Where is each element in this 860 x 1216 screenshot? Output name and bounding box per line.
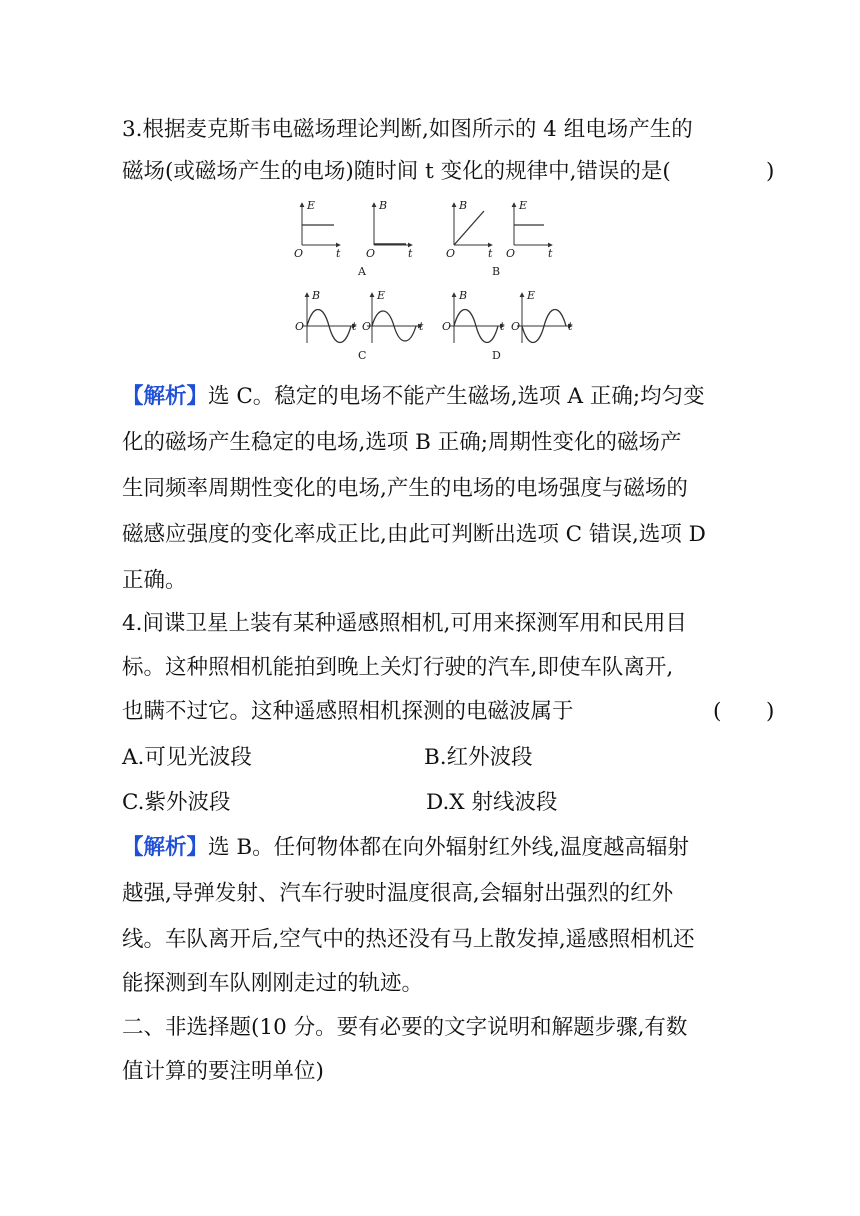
axis-label: t [568, 320, 573, 333]
q3-stem-line-2: 磁场(或磁场产生的电场)随时间 t 变化的规律中,错误的是( [122, 159, 671, 184]
q4-analysis-line-2: 越强,导弹发射、汽车行驶时温度很高,会辐射出强烈的红外 [122, 881, 674, 906]
axis-label: B [312, 289, 321, 302]
axis-label: O [295, 320, 305, 333]
q4-stem-line-2: 标。这种照相机能拍到晚上关灯行驶的汽车,即使车队离开, [122, 655, 674, 680]
axis-label: O [366, 247, 376, 260]
graph-label-D: D [492, 349, 501, 362]
q4-analysis-line-3: 线。车队离开后,空气中的热还没有马上散发掉,遥感照相机还 [122, 927, 695, 952]
section-2-heading-line-1: 二、非选择题(10 分。要有必要的文字说明和解题步骤,有数 [122, 1015, 688, 1040]
analysis-text: 选 C。稳定的电场不能产生磁场,选项 A 正确;均匀变 [208, 384, 705, 409]
q3-analysis-line-4: 磁感应强度的变化率成正比,由此可判断出选项 C 错误,选项 D [122, 522, 706, 547]
section-2-heading-line-2: 值计算的要注明单位) [122, 1059, 324, 1084]
q4-stem-line-3: 也瞒不过它。这种遥感照相机探测的电磁波属于 [122, 699, 574, 724]
q3-answer-paren-close: ) [766, 159, 775, 184]
q4-option-c: C.紫外波段 [122, 790, 231, 815]
q4-option-a: A.可见光波段 [122, 745, 252, 770]
analysis-tag: 【解析】 [122, 384, 209, 409]
q3-analysis-line-3: 生同频率周期性变化的电场,产生的电场的电场强度与磁场的 [122, 476, 688, 501]
graph-D-electric [517, 293, 572, 343]
analysis-text: 选 B。任何物体都在向外辐射红外线,温度越高辐射 [208, 835, 689, 860]
axis-label: t [500, 320, 505, 333]
q3-analysis-line-1 [122, 382, 705, 412]
axis-label: B [379, 199, 388, 212]
axis-label: t [336, 247, 341, 260]
axis-label: t [408, 247, 413, 260]
axis-label: E [377, 289, 386, 302]
graph-label-C: C [358, 349, 367, 362]
q4-option-b: B.红外波段 [424, 745, 533, 770]
axis-label: E [519, 199, 528, 212]
axis-label: O [446, 247, 456, 260]
q4-option-d: D.X 射线波段 [426, 790, 558, 815]
q4-answer-paren-close: ) [766, 699, 775, 724]
axis-label: B [459, 199, 468, 212]
axis-label: E [527, 289, 536, 302]
graph-C-magnetic [302, 293, 356, 343]
q4-analysis-line-1 [122, 833, 689, 863]
analysis-tag: 【解析】 [122, 835, 209, 860]
axis-label: B [459, 289, 468, 302]
axis-label: O [442, 320, 452, 333]
q3-stem-line-1: 3.根据麦克斯韦电磁场理论判断,如图所示的 4 组电场产生的 [122, 117, 693, 142]
axis-label: t [419, 320, 424, 333]
q4-analysis-line-4: 能探测到车队刚刚走过的轨迹。 [122, 971, 424, 996]
q3-analysis-line-5: 正确。 [122, 568, 187, 593]
axis-label: O [362, 320, 372, 333]
axis-label: O [506, 247, 516, 260]
axis-label: E [307, 199, 316, 212]
axis-label: t [488, 247, 493, 260]
graph-C-electric [367, 293, 422, 343]
q4-stem-line-1: 4.间谍卫星上装有某种遥感照相机,可用来探测军用和民用目 [122, 611, 687, 636]
axis-label: t [548, 247, 553, 260]
q3-figure [282, 195, 602, 375]
graph-D-magnetic [449, 293, 504, 343]
q3-analysis-line-2: 化的磁场产生稳定的电场,选项 B 正确;周期性变化的磁场产 [122, 430, 682, 455]
graph-label-A: A [358, 265, 366, 278]
axis-label: O [294, 247, 304, 260]
graph-label-B: B [492, 265, 501, 278]
axis-label: t [352, 320, 357, 333]
q4-answer-paren-open: ( [713, 699, 722, 724]
axis-label: O [511, 320, 521, 333]
